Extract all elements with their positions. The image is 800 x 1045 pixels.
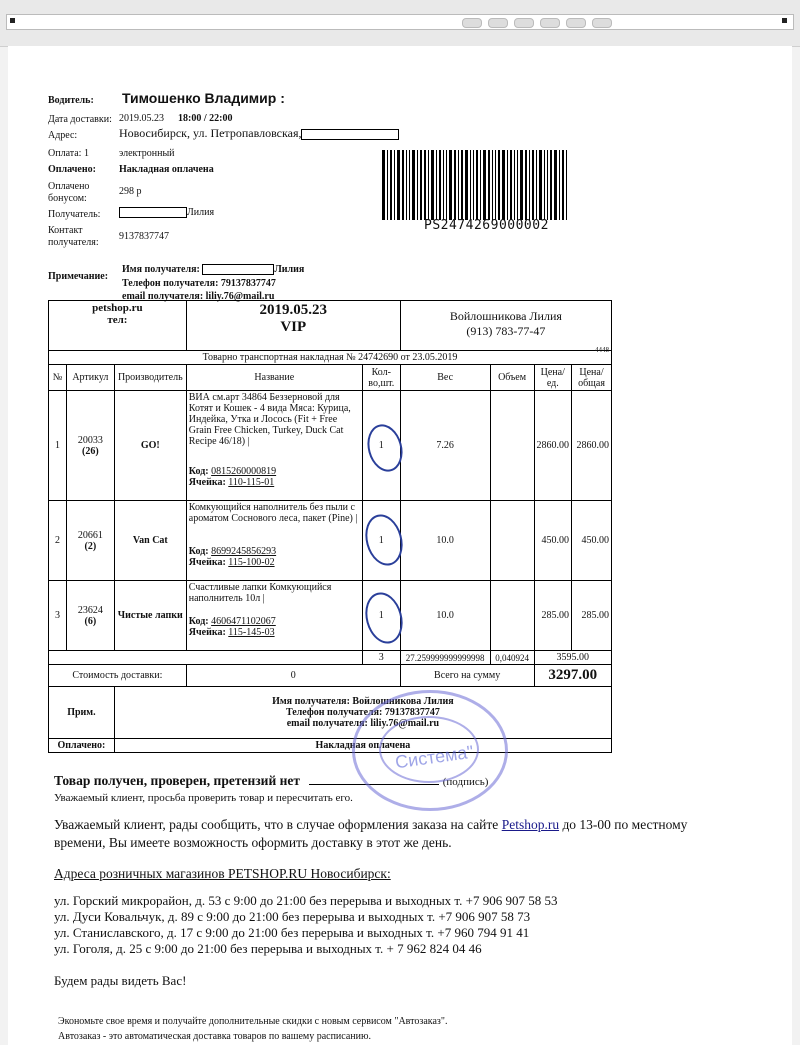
product-cell-line	[189, 477, 360, 488]
payment-label: Оплата: 1	[48, 148, 89, 159]
waybill-text: Товарно транспортная накладная № 24742690 от 23.05.2019	[202, 352, 458, 363]
barcode-bar	[476, 150, 478, 220]
table-row	[49, 581, 612, 651]
note-label: Примечание:	[48, 271, 109, 282]
column-header: Кол-во,шт.	[362, 365, 400, 391]
redacted-box	[301, 129, 399, 140]
product-code: 4606471102067	[211, 616, 276, 627]
stores-title: Адреса розничных магазинов PETSHOP.RU Новосибирск:	[54, 866, 391, 881]
signature-label: (подпись)	[442, 776, 489, 788]
barcode-bar	[431, 150, 434, 220]
prim-email: email получателя: liliy.76@mail.ru	[286, 718, 440, 729]
paid-row-value: Накладная оплачена	[114, 739, 611, 753]
row-name	[186, 501, 362, 581]
store-4: ул. Гоголя, д. 25 с 9:00 до 21:00 без перерыва и выходных т. + 7 962 824 04 46	[54, 941, 482, 956]
barcode-bar	[544, 150, 545, 220]
scan-hole-4	[540, 18, 560, 28]
invoice-date: 2019.05.23	[259, 302, 327, 318]
table-row	[49, 391, 612, 501]
row-price: 450.00	[534, 501, 572, 581]
date-value: 2019.05.23	[119, 113, 164, 124]
customer-cell	[400, 301, 611, 351]
barcode-bar	[458, 150, 459, 220]
contact-label-2: получателя:	[48, 237, 99, 248]
row-num: 2	[49, 501, 67, 581]
column-header-row	[49, 365, 612, 391]
barcode-bar	[406, 150, 407, 220]
redacted-box	[202, 264, 274, 275]
barcode-bar	[397, 150, 400, 220]
barcode-bar	[439, 150, 441, 220]
article-code: 20033	[77, 434, 103, 446]
contact-label-1: Контакт	[48, 225, 83, 236]
barcode-bar	[562, 150, 564, 220]
barcode-bar	[525, 150, 527, 220]
promo-line-2: Автозаказ - это автоматическая доставка товаров по вашему расписанию.	[58, 1031, 371, 1042]
recipient-name: Лилия	[187, 207, 215, 218]
column-header: Цена/ ед.	[534, 365, 572, 391]
row-qty: 1	[362, 391, 400, 501]
total-sum: 3595.00	[534, 651, 611, 665]
payment-value: электронный	[119, 148, 175, 159]
barcode-bar	[566, 150, 567, 220]
row-weight: 10.0	[400, 501, 490, 581]
invoice-head-row	[49, 301, 612, 351]
row-num: 3	[49, 581, 67, 651]
barcode-bar	[488, 150, 490, 220]
barcode-bar	[507, 150, 508, 220]
barcode-bar	[536, 150, 537, 220]
barcode-bar	[412, 150, 415, 220]
article-sub: (26)	[82, 445, 99, 457]
row-volume	[490, 501, 534, 581]
scan-mark-right	[782, 18, 787, 23]
shop-name: petshop.ru	[92, 302, 143, 314]
column-header: Название	[186, 365, 362, 391]
total-weight: 27.259999999999998	[400, 651, 490, 665]
note-name	[122, 264, 304, 275]
note-email: email получателя: liliy.76@mail.ru	[122, 291, 275, 302]
row-total: 450.00	[572, 501, 612, 581]
product-cell-line	[189, 557, 360, 568]
barcode-bar	[449, 150, 452, 220]
barcode-bar	[483, 150, 486, 220]
code-label: Код:	[188, 466, 209, 477]
barcode-bar	[402, 150, 404, 220]
scan-mark-left	[10, 18, 15, 23]
product-code: 8699245856293	[211, 546, 277, 557]
product-cell-line	[189, 627, 360, 638]
shop-cell	[49, 301, 187, 351]
product-cell: 115-100-02	[228, 557, 275, 568]
product-cell: 110-115-01	[228, 477, 275, 488]
column-header: Артикул	[66, 365, 114, 391]
scan-hole-3	[514, 18, 534, 28]
row-volume	[490, 391, 534, 501]
redacted-box	[119, 207, 187, 218]
bonus-label-1: Оплачено	[48, 181, 90, 192]
barcode-bar	[550, 150, 552, 220]
article-code: 20661	[77, 529, 103, 541]
barcode-bar	[394, 150, 395, 220]
paid-row-label: Оплачено:	[49, 739, 115, 753]
row-maker: Чистые лапки	[114, 581, 186, 651]
barcode-bar	[382, 150, 385, 220]
store-1: ул. Горский микрорайон, д. 53 с 9:00 до 21:00 без перерыва и выходных т. +7 906 907 58 53	[54, 893, 558, 908]
recipient-value	[119, 207, 214, 218]
address-label: Адрес:	[48, 130, 78, 141]
total-qty: 3	[362, 651, 400, 665]
notice-text-b: до 13-00 по местному	[559, 817, 688, 832]
column-header: Вес	[400, 365, 490, 391]
company-stamp	[352, 690, 508, 811]
row-total: 285.00	[572, 581, 612, 651]
petshop-link[interactable]: Petshop.ru	[501, 817, 560, 832]
product-name: Комкующийся наполнитель без пыли с ароматом Соснового леса, пакет (Pine) |	[188, 502, 358, 524]
invoice-table	[48, 300, 612, 753]
notice-text-a: Уважаемый клиент, рады сообщить, что в случае оформления заказа на сайте	[54, 817, 502, 832]
customer-phone: (913) 783-77-47	[466, 324, 546, 338]
barcode-bar	[529, 150, 530, 220]
cell-label: Ячейка:	[188, 477, 226, 488]
invoice-date-cell	[186, 301, 400, 351]
column-header: №	[49, 365, 67, 391]
total-volume: 0,040924	[490, 651, 534, 665]
column-header: Цена/ общая	[572, 365, 612, 391]
delivery-label: Стоимость доставки:	[49, 665, 187, 687]
barcode	[382, 150, 602, 220]
barcode-bar	[539, 150, 542, 220]
barcode-bar	[473, 150, 474, 220]
scan-top-strip	[0, 0, 800, 47]
barcode-bar	[443, 150, 444, 220]
product-name: ВИА см.арт 34864 Беззерновой для Котят и Кошек - 4 вида Мяса: Курица, Индейка, Утка и Лосось (Fit + Free Grain Free Chicken, Turkey, Duck Cat Recipe 46/18) |	[188, 392, 351, 447]
notice-line-2: времени, Вы имеете возможность оформить доставку в этот же день.	[54, 835, 452, 850]
product-cell: 115-145-03	[228, 627, 275, 638]
bonus-value: 298 р	[119, 186, 142, 197]
note-name-prefix: Имя получателя:	[122, 264, 200, 275]
totals-row	[49, 651, 612, 665]
waybill-row	[49, 351, 612, 365]
barcode-bar	[428, 150, 429, 220]
barcode-bar	[436, 150, 437, 220]
article-code: 23624	[77, 604, 103, 616]
row-article	[66, 581, 114, 651]
scan-hole-6	[592, 18, 612, 28]
row-weight: 10.0	[400, 581, 490, 651]
barcode-bar	[480, 150, 481, 220]
notice-line-1	[54, 817, 687, 833]
barcode-bar	[461, 150, 463, 220]
grand-label: Всего на сумму	[400, 665, 534, 687]
product-code-line	[189, 616, 360, 627]
barcode-bar	[465, 150, 468, 220]
stamp-text: Система"	[393, 741, 475, 773]
check-text: Уважаемый клиент, просьба проверить товар и пересчитать его.	[54, 792, 353, 804]
paid-value: Накладная оплачена	[119, 164, 214, 175]
received-text: Товар получен, проверен, претензий нет	[54, 773, 300, 788]
product-code-line	[189, 546, 360, 557]
barcode-bar	[510, 150, 512, 220]
cell-label: Ячейка:	[188, 557, 226, 568]
vip-label: VIP	[280, 319, 307, 335]
welcome-text: Будем рады видеть Вас!	[54, 973, 187, 988]
row-maker: Van Cat	[114, 501, 186, 581]
table-row	[49, 501, 612, 581]
recipient-label: Получатель:	[48, 209, 101, 220]
time-value: 18:00 / 22:00	[178, 113, 233, 124]
row-price: 285.00	[534, 581, 572, 651]
row-qty: 1	[362, 581, 400, 651]
row-weight: 7.26	[400, 391, 490, 501]
barcode-bar	[547, 150, 548, 220]
date-label: Дата доставки:	[48, 114, 112, 125]
scan-hole-5	[566, 18, 586, 28]
barcode-bar	[446, 150, 447, 220]
row-volume	[490, 581, 534, 651]
barcode-bar	[502, 150, 505, 220]
cell-label: Ячейка:	[188, 627, 226, 638]
column-header: Объем	[490, 365, 534, 391]
barcode-bar	[495, 150, 496, 220]
store-3: ул. Станиславского, д. 17 с 9:00 до 21:00 без перерыва и выходных т. +7 960 794 91 41	[54, 925, 530, 940]
waybill-code: 4448	[595, 346, 609, 354]
shop-tel-label: тел:	[107, 314, 128, 326]
barcode-bar	[559, 150, 560, 220]
customer-name: Войлошникова Лилия	[449, 309, 562, 323]
barcode-bar	[492, 150, 493, 220]
note-phone: Телефон получателя: 79137837747	[122, 278, 276, 289]
address-value	[119, 126, 399, 141]
barcode-bar	[554, 150, 557, 220]
barcode-bar	[470, 150, 471, 220]
promo-line-1: Экономьте свое время и получайте дополнительные скидки с новым сервисом "Автозаказ".	[58, 1016, 448, 1027]
row-num: 1	[49, 391, 67, 501]
article-sub: (2)	[84, 540, 97, 552]
barcode-bar	[420, 150, 422, 220]
barcode-bar	[454, 150, 456, 220]
code-label: Код:	[188, 546, 209, 557]
scan-hole-2	[488, 18, 508, 28]
totals-empty	[49, 651, 363, 665]
address-text: Новосибирск, ул. Петропавловская,	[119, 126, 302, 140]
delivery-row	[49, 665, 612, 687]
scan-hole-1	[462, 18, 482, 28]
prim-name: Имя получателя: Войлошникова Лилия	[272, 696, 454, 707]
product-name: Счастливые лапки Комкующийся наполнитель 10л |	[188, 582, 332, 604]
row-qty: 1	[362, 501, 400, 581]
row-name	[186, 391, 362, 501]
store-2: ул. Дуси Ковальчук, д. 89 с 9:00 до 21:00 без перерыва и выходных т. +7 906 907 58 73	[54, 909, 531, 924]
driver-name: Тимошенко Владимир :	[122, 90, 285, 106]
barcode-bar	[498, 150, 500, 220]
paid-label: Оплачено:	[48, 164, 96, 175]
barcode-bar	[417, 150, 418, 220]
barcode-bar	[390, 150, 392, 220]
row-article	[66, 501, 114, 581]
barcode-bar	[514, 150, 515, 220]
row-maker: GO!	[114, 391, 186, 501]
bonus-label-2: бонусом:	[48, 193, 87, 204]
barcode-bar	[424, 150, 426, 220]
product-code-line	[189, 466, 360, 477]
grand-value: 3297.00	[534, 665, 611, 687]
prim-label: Прим.	[49, 687, 115, 739]
barcode-bar	[517, 150, 518, 220]
product-code: 0815260000819	[211, 466, 277, 477]
scan-edge-bar	[6, 14, 794, 30]
barcode-bar	[409, 150, 410, 220]
column-header: Производитель	[114, 365, 186, 391]
paid-row	[49, 739, 612, 753]
contact-value: 9137837747	[119, 231, 169, 242]
row-price: 2860.00	[534, 391, 572, 501]
driver-label: Водитель:	[48, 95, 94, 106]
prim-phone: Телефон получателя: 79137837747	[285, 707, 440, 718]
barcode-bar	[532, 150, 534, 220]
row-article	[66, 391, 114, 501]
row-name	[186, 581, 362, 651]
note-name-suffix: Лилия	[274, 264, 305, 275]
barcode-bar	[520, 150, 523, 220]
prim-row	[49, 687, 612, 739]
barcode-number: PS2474269000002	[424, 218, 549, 233]
article-sub: (6)	[84, 615, 97, 627]
waybill-cell	[49, 346, 612, 365]
delivery-value: 0	[186, 665, 400, 687]
row-total: 2860.00	[572, 391, 612, 501]
code-label: Код:	[188, 616, 209, 627]
barcode-bar	[387, 150, 388, 220]
